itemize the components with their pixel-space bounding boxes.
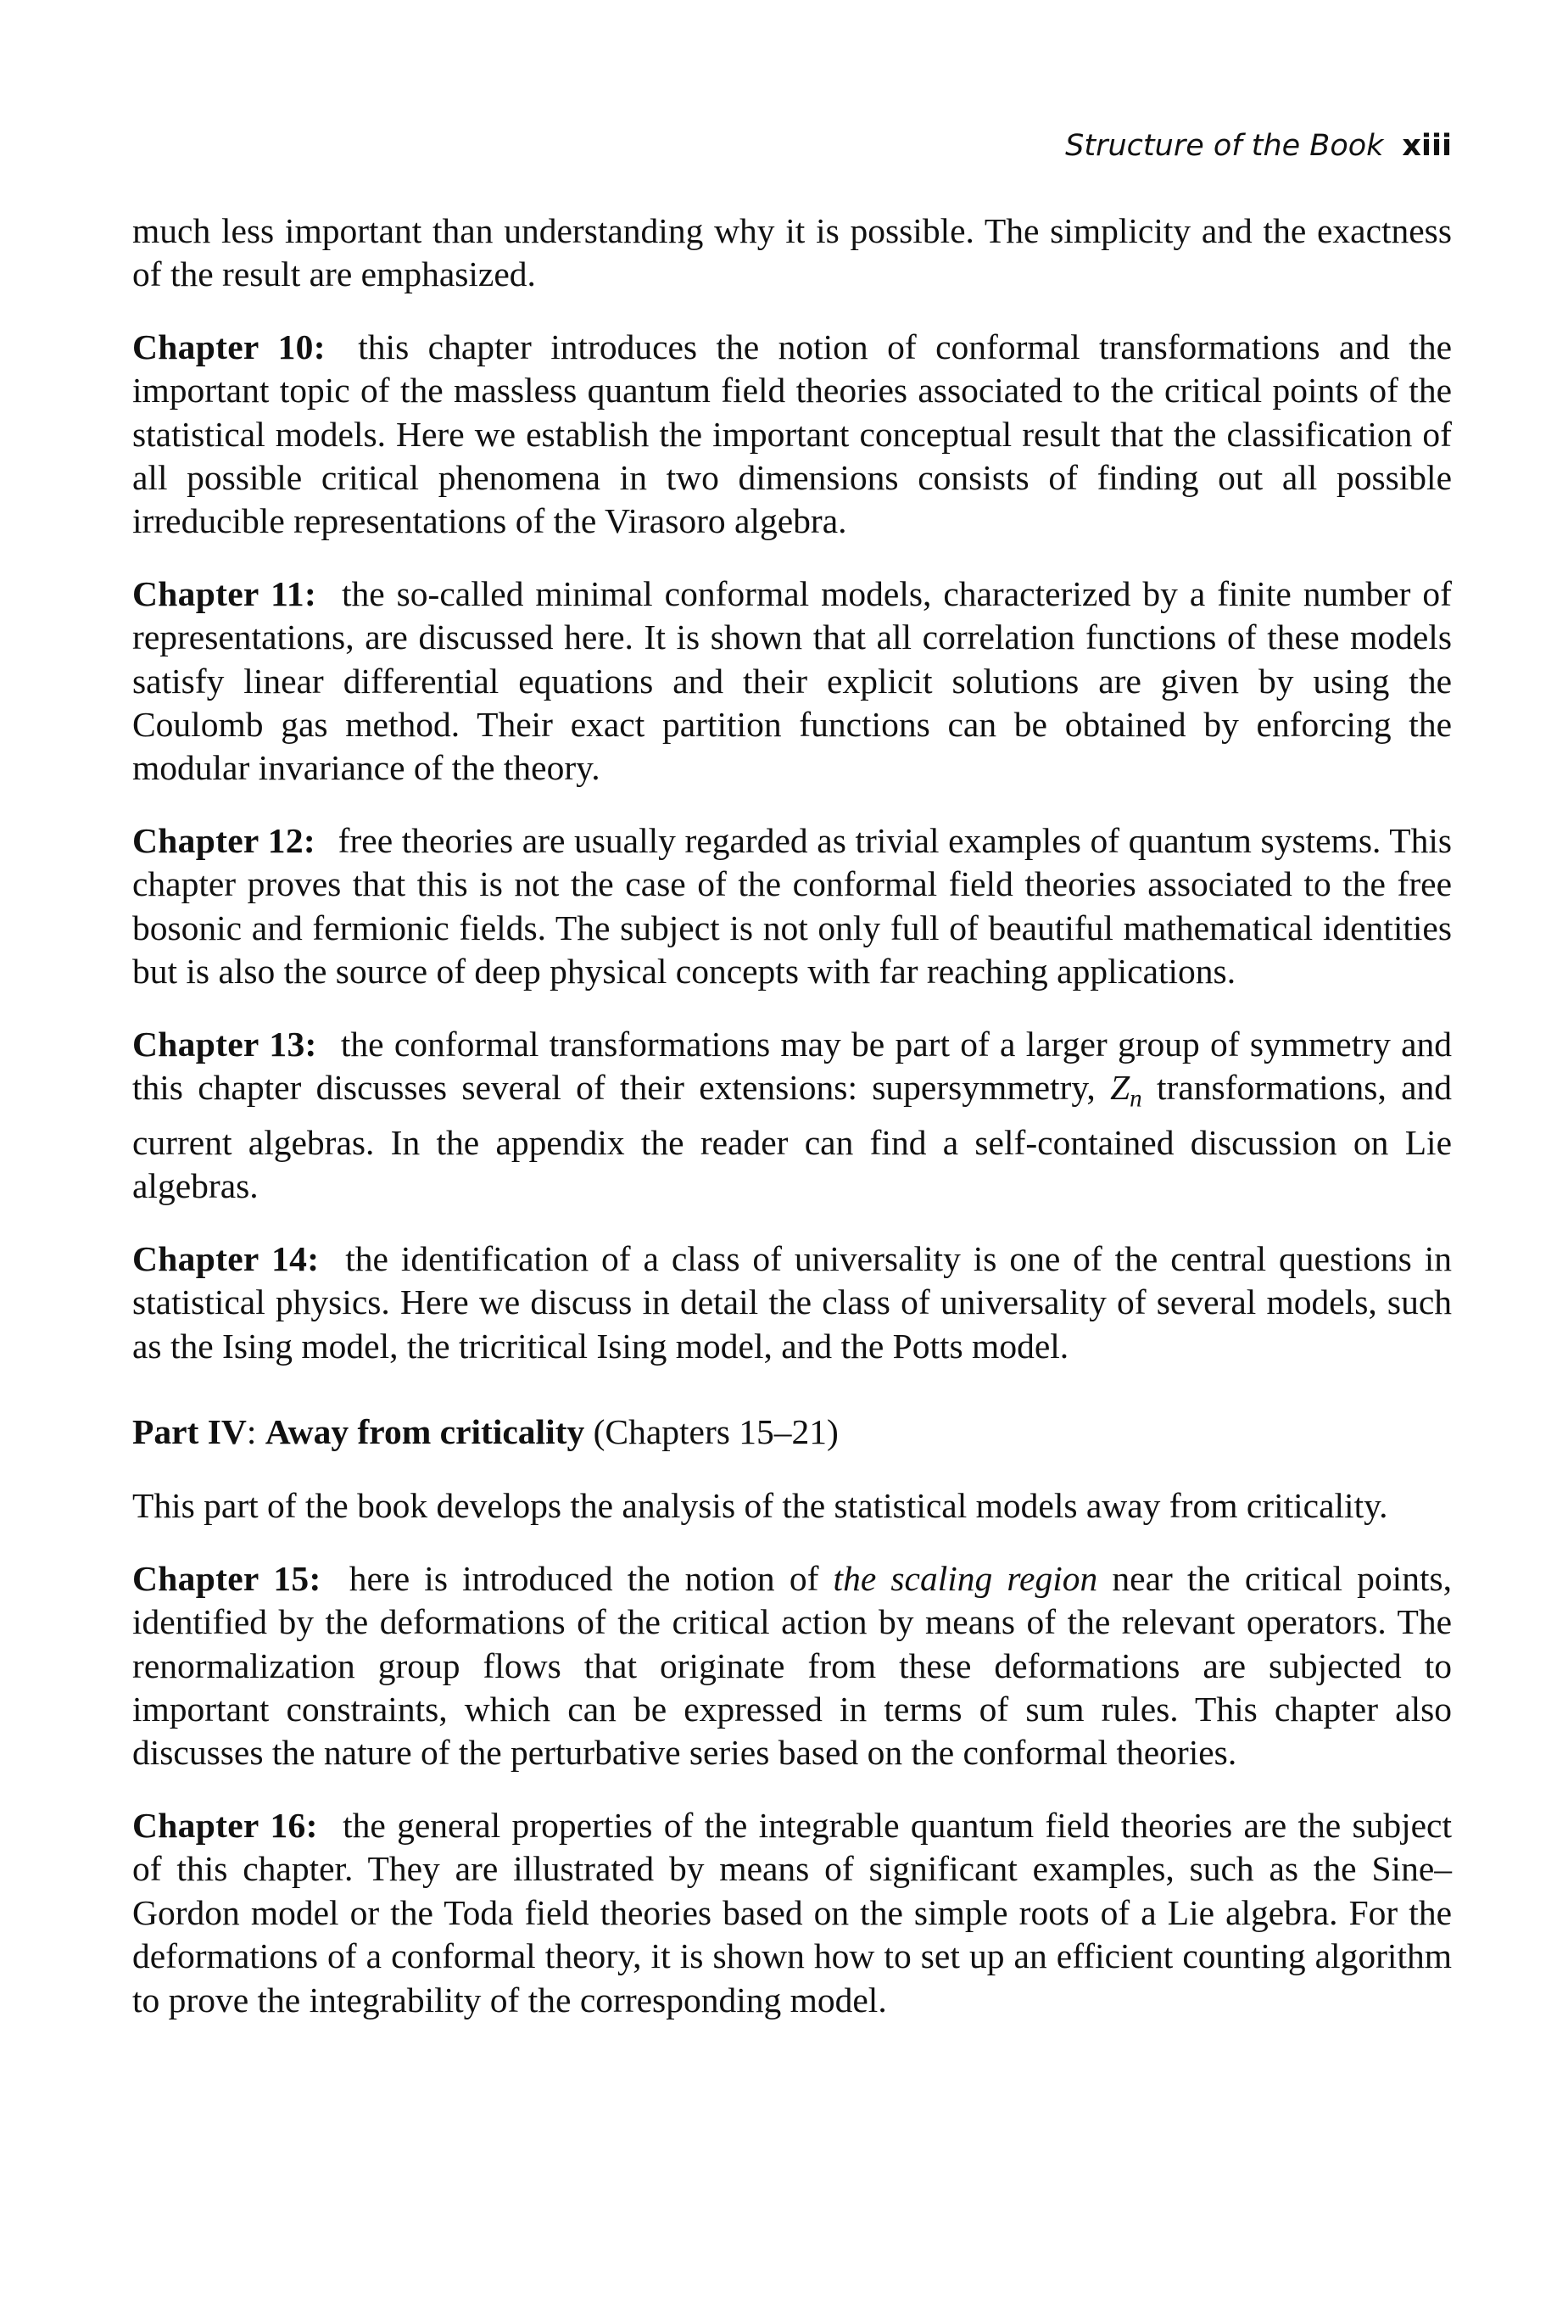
chapter-10-paragraph <box>132 326 1452 544</box>
chapter-10-text: this chapter introduces the notion of conformal transformations and the important topic of the massless quantum field theories associated to the critical points of the statistical models. Here we establish the important conceptual result that the classification of all possible critical phenomena in two dimensions consists of finding out all possible irreducible representations of the Virasoro algebra. <box>132 327 1452 541</box>
part-range: (Chapters 15–21) <box>593 1412 839 1452</box>
chapter-16-label: Chapter 16: <box>132 1805 318 1845</box>
chapter-15-text-a: here is introduced the notion of <box>349 1558 819 1598</box>
scaling-region-term: the scaling region <box>833 1558 1098 1598</box>
chapter-11-paragraph <box>132 573 1452 790</box>
chapter-12-text: free theories are usually regarded as trivial examples of quantum systems. This chapter proves that this is not the case of the conformal field theories associated to the free bosonic and fermionic fields. The subject is not only full of beautiful mathematical identities but is also the source of deep physical concepts with far reaching applications. <box>132 820 1452 992</box>
chapter-16-paragraph <box>132 1804 1452 2022</box>
chapter-14-label: Chapter 14: <box>132 1238 320 1278</box>
chapter-13-text-b: transformations, and current algebras. In the appendix the reader can find a self-contained discussion on Lie algebras. <box>132 1067 1452 1206</box>
chapter-15-paragraph <box>132 1557 1452 1775</box>
chapter-15-text-b: near the critical points, identified by the deformations of the critical action by means of the relevant operators. The renormalization group flows that originate from these deformations are subjected to important constraints, which can be expressed in terms of sum rules. This chapter also discusses the nature of the perturbative series based on the conformal theories. <box>132 1558 1453 1773</box>
chapter-14-text: the identification of a class of universality is one of the central questions in statistical physics. Here we discuss in detail the class of universality of several models, such as the Ising model, the tricritical Ising model, and the Potts model. <box>132 1238 1453 1366</box>
part-intro-paragraph <box>132 1484 1452 1528</box>
chapter-13-text-a: the conformal transformations may be part of a larger group of symmetry and this chapter discusses several of their extensions: supersymmetry, <box>132 1024 1452 1107</box>
chapter-11-label: Chapter 11: <box>132 573 317 613</box>
part-label: Part IV <box>132 1412 247 1452</box>
book-page <box>132 0 1452 2324</box>
chapter-15-label: Chapter 15: <box>132 1558 321 1598</box>
chapter-11-text: the so-called minimal conformal models, characterized by a finite number of representations, are discussed here. It is shown that all correlation functions of these models satisfy linear differential equations and their explicit solutions are given by using the Coulomb gas method. Their exact partition functions can be obtained by enforcing the modular invariance of the theory. <box>132 573 1452 788</box>
body-text <box>132 209 1452 2022</box>
running-head-title: Structure of the Book <box>1065 129 1384 163</box>
chapter-13-paragraph <box>132 1023 1452 1209</box>
chapter-13-label: Chapter 13: <box>132 1024 317 1064</box>
running-head <box>1065 126 1452 165</box>
continuation-paragraph <box>132 209 1452 297</box>
chapter-16-text: the general properties of the integrable quantum field theories are the subject of this chapter. They are illustrated by means of significant examples, such as the Sine–Gordon model or the Toda field theories based on the simple roots of a Lie algebra. For the deformations of a conformal theory, it is shown how to set up an efficient counting algorithm to prove the integrability of the corresponding model. <box>132 1805 1453 2020</box>
part-heading: Part IV: Away from criticality (Chapters 15–21) <box>132 1412 839 1452</box>
zn-symbol: $Z_n$ <box>1110 1067 1142 1113</box>
chapter-12-paragraph <box>132 819 1452 994</box>
continuation-text: much less important than understanding why it is possible. The simplicity and the exactness of the result are emphasized. <box>132 211 1452 294</box>
page-number: xiii <box>1402 129 1452 163</box>
chapter-14-paragraph <box>132 1237 1452 1368</box>
chapter-10-label: Chapter 10: <box>132 327 326 366</box>
part-title: Away from criticality <box>265 1412 585 1452</box>
chapter-12-label: Chapter 12: <box>132 820 316 860</box>
part-intro-text: This part of the book develops the analysis of the statistical models away from criticality. <box>132 1486 1388 1526</box>
